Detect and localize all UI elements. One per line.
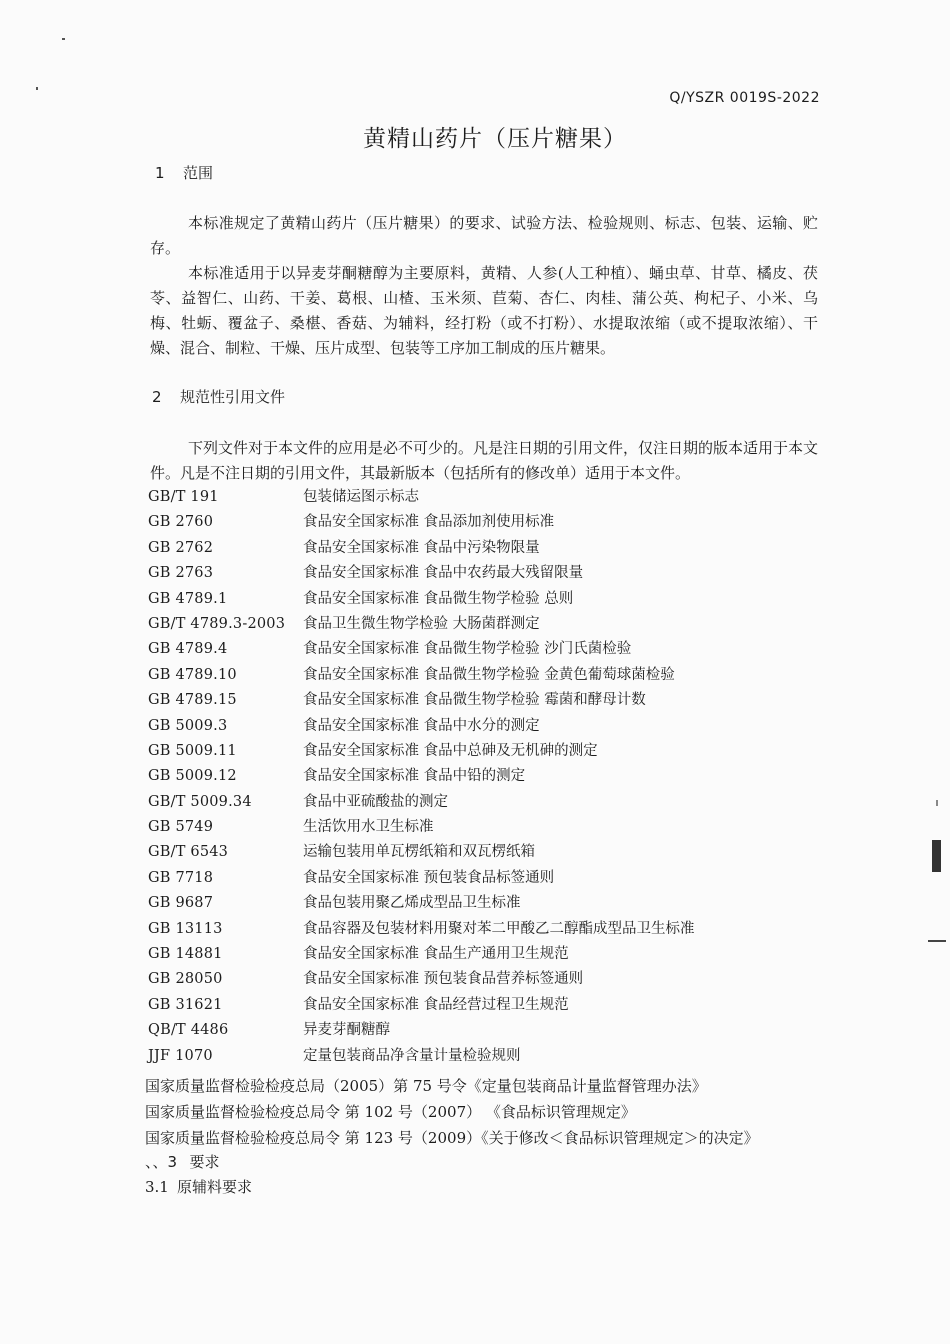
- reference-row: [148, 536, 695, 561]
- scan-speck: [62, 38, 65, 40]
- reference-row: [148, 764, 695, 789]
- section-3-heading: [145, 1151, 220, 1172]
- document-title: 黄精山药片（压片糖果）: [363, 126, 627, 152]
- section-title: 范围: [183, 164, 214, 182]
- reference-row: [148, 714, 695, 739]
- reference-code: GB 5009.11: [148, 742, 237, 759]
- reference-title: 食品安全国家标准 食品中污染物限量: [303, 539, 540, 556]
- reference-title: 食品安全国家标准 食品微生物学检验 沙门氏菌检验: [303, 641, 632, 658]
- reference-title: 食品安全国家标准 食品中铅的测定: [303, 768, 526, 785]
- regulation-line: 国家质量监督检验检疫总局令 第 102 号（2007） 《食品标识管理规定》: [145, 1103, 636, 1121]
- reference-code: GB 2760: [148, 514, 214, 531]
- reference-code: GB/T 5009.34: [148, 793, 252, 810]
- reference-code: GB 14881: [148, 946, 223, 963]
- reference-row: [148, 815, 695, 840]
- reference-code: GB 31621: [148, 996, 223, 1013]
- reference-row: [148, 942, 695, 967]
- reference-row: [148, 510, 695, 535]
- reference-code: JJF 1070: [148, 1047, 213, 1064]
- reference-title: 定量包装商品净含量计量检验规则: [303, 1047, 521, 1064]
- reference-row: [148, 790, 695, 815]
- section-2-heading: [152, 386, 285, 407]
- reference-row: [148, 485, 695, 510]
- reference-title: 包装储运图示标志: [303, 489, 419, 505]
- section-number: 3.1: [145, 1178, 169, 1196]
- reference-code: GB 2762: [148, 539, 214, 556]
- reference-code: GB/T 191: [148, 489, 219, 505]
- regulation-line: 国家质量监督检验检疫总局令 第 123 号（2009）《关于修改＜食品标识管理规定＞的决定》: [145, 1129, 759, 1147]
- reference-code: GB 2763: [148, 565, 214, 582]
- reference-code: GB 4789.10: [148, 666, 237, 683]
- reference-row: [148, 1044, 695, 1069]
- reference-row: [148, 866, 695, 891]
- reference-title: 食品安全国家标准 预包装食品营养标签通则: [303, 971, 584, 988]
- reference-row: [148, 663, 695, 688]
- reference-code: GB/T 4789.3-2003: [148, 615, 286, 632]
- reference-code: GB 4789.1: [148, 590, 228, 607]
- reference-code: GB 7718: [148, 869, 214, 886]
- reference-row: [148, 637, 695, 662]
- scan-speck: [936, 800, 938, 806]
- reference-row: [148, 688, 695, 713]
- section-number: 3: [167, 1153, 178, 1171]
- reference-title: 食品安全国家标准 食品添加剂使用标准: [303, 514, 555, 531]
- reference-code: GB 5749: [148, 819, 214, 836]
- reference-code: GB/T 6543: [148, 844, 229, 861]
- section-title: 要求: [189, 1153, 220, 1171]
- reference-row: [148, 967, 695, 992]
- scan-edge-mark: [928, 940, 946, 942]
- scan-edge-mark: [932, 840, 941, 872]
- section-3-1-heading: [145, 1176, 252, 1197]
- reference-title: 食品安全国家标准 食品中水分的测定: [303, 717, 540, 734]
- section-1-heading: [155, 162, 213, 183]
- reference-row: [148, 612, 695, 637]
- reference-title: 异麦芽酮糖醇: [303, 1022, 390, 1039]
- scope-paragraph-2: 本标准适用于以异麦芽酮糖醇为主要原料，黄精、人参(人工种植）、蛹虫草、甘草、橘皮、茯苓、益智仁、山药、干姜、葛根、山楂、玉米须、苣菊、杏仁、肉桂、蒲公英、枸杞子、小米、乌梅、牡蛎、覆盆子、桑椹、香菇、为辅料，经打粉（或不打粉）、水提取浓缩（或不提取浓缩）、干燥、混合、制粒、干燥、压片成型、包装等工序加工制成的压片糖果。: [150, 264, 818, 357]
- reference-row: [148, 587, 695, 612]
- scan-speck: [36, 87, 38, 90]
- reference-title: 食品安全国家标准 食品经营过程卫生规范: [303, 996, 569, 1013]
- reference-code: GB 9687: [148, 895, 214, 912]
- section-number: 2: [152, 388, 162, 406]
- reference-row: [148, 917, 695, 942]
- reference-title: 食品包装用聚乙烯成型品卫生标准: [303, 895, 521, 912]
- reference-code: GB 5009.12: [148, 768, 237, 785]
- regulation-line: 国家质量监督检验检疫总局（2005）第 75 号令《定量包装商品计量监督管理办法》: [145, 1077, 707, 1095]
- reference-title: 食品安全国家标准 食品生产通用卫生规范: [303, 946, 569, 963]
- reference-row: [148, 993, 695, 1018]
- reference-row: [148, 1018, 695, 1043]
- reference-title: 食品中亚硫酸盐的测定: [303, 793, 448, 810]
- reference-title: 食品卫生微生物学检验 大肠菌群测定: [303, 615, 540, 632]
- reference-title: 食品安全国家标准 预包装食品标签通则: [303, 869, 555, 886]
- section-prefix: 、、: [145, 1153, 168, 1171]
- reference-code: GB 13113: [148, 920, 223, 937]
- reference-title: 食品安全国家标准 食品微生物学检验 霉菌和酵母计数: [303, 692, 646, 709]
- reference-title: 食品安全国家标准 食品微生物学检验 总则: [303, 590, 574, 607]
- document-code: Q/YSZR 0019S-2022: [669, 90, 820, 106]
- reference-row: [148, 891, 695, 916]
- section-title: 原辅料要求: [177, 1178, 253, 1196]
- reference-row: [148, 739, 695, 764]
- reference-title: 运输包装用单瓦楞纸箱和双瓦楞纸箱: [303, 844, 535, 861]
- reference-code: GB 28050: [148, 971, 223, 988]
- reference-row: [148, 561, 695, 586]
- reference-row: [148, 840, 695, 865]
- reference-title: 食品安全国家标准 食品中总砷及无机砷的测定: [303, 742, 598, 759]
- reference-title: 食品容器及包装材料用聚对苯二甲酸乙二醇酯成型品卫生标准: [303, 920, 695, 937]
- reference-code: QB/T 4486: [148, 1022, 229, 1039]
- section-title: 规范性引用文件: [180, 388, 286, 406]
- reference-code: GB 5009.3: [148, 717, 228, 734]
- reference-title: 食品安全国家标准 食品微生物学检验 金黄色葡萄球菌检验: [303, 666, 675, 683]
- reference-title: 生活饮用水卫生标准: [303, 819, 434, 836]
- reference-code: GB 4789.4: [148, 641, 228, 658]
- section-number: 1: [155, 164, 165, 182]
- reference-title: 食品安全国家标准 食品中农药最大残留限量: [303, 565, 584, 582]
- scope-paragraph-1: 本标准规定了黄精山药片（压片糖果）的要求、试验方法、检验规则、标志、包装、运输、贮存。: [150, 214, 818, 257]
- references-intro: 下列文件对于本文件的应用是必不可少的。凡是注日期的引用文件，仅注日期的版本适用于本文件。凡是不注日期的引用文件，其最新版本（包括所有的修改单）适用于本文件。: [150, 439, 819, 482]
- reference-list: [148, 485, 695, 1069]
- reference-code: GB 4789.15: [148, 692, 237, 709]
